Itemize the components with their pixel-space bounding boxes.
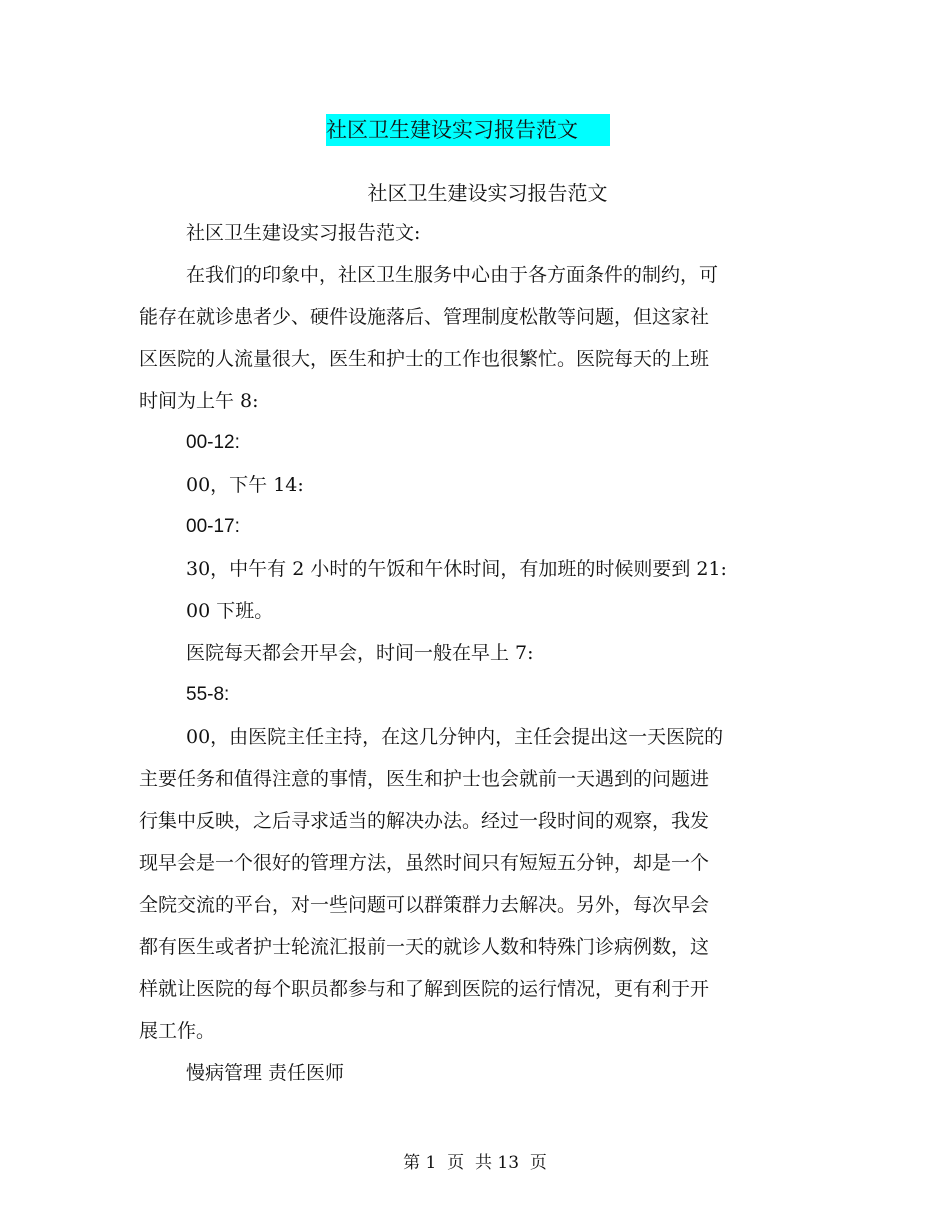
body-line: 00，由医院主任主持，在这几分钟内，主任会提出这一天医院的 — [186, 726, 724, 748]
body-line: 55-8: — [186, 684, 230, 705]
body-line: 00 下班。 — [186, 600, 274, 622]
document-subtitle: 社区卫生建设实习报告范文 — [367, 181, 608, 205]
body-line: 慢病管理 责任医师 — [186, 1062, 345, 1084]
body-line: 00，下午 14: — [186, 474, 304, 496]
body-line: 00-12: — [186, 432, 240, 453]
body-line: 区医院的人流量很大，医生和护士的工作也很繁忙。医院每天的上班 — [139, 348, 710, 370]
body-line: 现早会是一个很好的管理方法，虽然时间只有短短五分钟，却是一个 — [139, 852, 710, 874]
body-line: 样就让医院的每个职员都参与和了解到医院的运行情况，更有利于开 — [139, 978, 710, 1000]
document-title: 社区卫生建设实习报告范文 — [326, 114, 610, 146]
body-line: 主要任务和值得注意的事情，医生和护士也会就前一天遇到的问题进 — [139, 768, 710, 790]
page-footer: 第 1 页 共 13 页 — [403, 1153, 547, 1173]
body-line: 医院每天都会开早会，时间一般在早上 7: — [186, 642, 534, 664]
body-line: 展工作。 — [139, 1020, 216, 1042]
body-line: 行集中反映，之后寻求适当的解决办法。经过一段时间的观察，我发 — [139, 810, 710, 832]
body-line: 00-17: — [186, 516, 240, 537]
body-line: 30，中午有 2 小时的午饭和午休时间，有加班的时候则要到 21: — [186, 558, 727, 580]
body-line: 时间为上午 8: — [139, 390, 259, 412]
body-line: 都有医生或者护士轮流汇报前一天的就诊人数和特殊门诊病例数，这 — [139, 936, 710, 958]
body-line: 在我们的印象中，社区卫生服务中心由于各方面条件的制约，可 — [186, 264, 719, 286]
body-line: 社区卫生建设实习报告范文: — [186, 222, 421, 244]
body-line: 能存在就诊患者少、硬件设施落后、管理制度松散等问题，但这家社 — [139, 306, 710, 328]
body-line: 全院交流的平台，对一些问题可以群策群力去解决。另外，每次早会 — [139, 894, 710, 916]
